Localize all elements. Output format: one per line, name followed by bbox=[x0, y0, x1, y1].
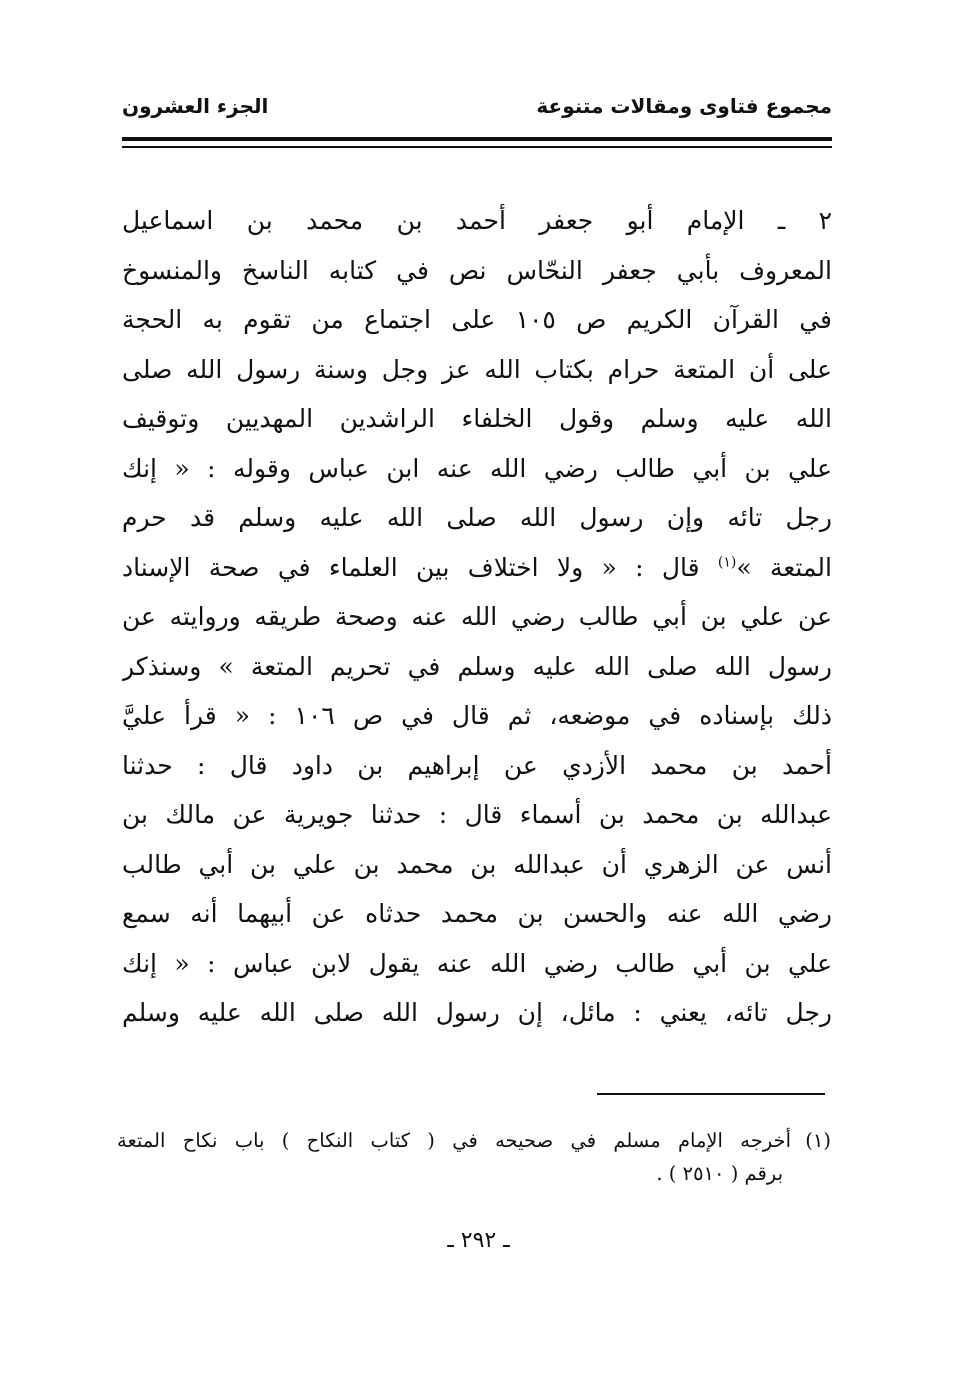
body-line: ٢ ـ الإمام أبو جعفر أحمد بن محمد بن اسماعيل bbox=[122, 206, 832, 235]
footnote-text: أخرجه الإمام مسلم في صحيحه في ( كتاب النكاح ) باب نكاح المتعة bbox=[117, 1129, 791, 1152]
body-line: علي بن أبي طالب رضي الله عنه يقول لابن عباس : « إنك bbox=[122, 948, 832, 978]
body-line: رضي الله عنه والحسن بن محمد حدثاه عن أبيهما أنه سمع bbox=[122, 899, 832, 928]
book-title: مجموع فتاوى ومقالات متنوعة bbox=[536, 94, 832, 118]
footnote-line bbox=[117, 1124, 831, 1157]
footnotes bbox=[117, 1124, 831, 1190]
body-line-with-footnote bbox=[122, 543, 832, 593]
footnote-line-continued: برقم ( ٢٥١٠ ) . bbox=[656, 1162, 783, 1185]
page-number: ـ ٢٩٢ ـ bbox=[447, 1228, 510, 1253]
body-line: علي بن أبي طالب رضي الله عنه ابن عباس وقوله : « إنك bbox=[122, 453, 832, 483]
running-header bbox=[122, 94, 832, 126]
header-rule-thin bbox=[122, 146, 832, 148]
body-line: ذلك بإسناده في موضعه، ثم قال في ص ١٠٦ : « قرأ عليَّ bbox=[122, 701, 832, 730]
body-line-rest: قال : « ولا اختلاف بين العلماء في صحة الإسناد bbox=[122, 552, 718, 582]
body-line: عبدالله بن محمد بن أسماء قال : حدثنا جويرية عن مالك بن bbox=[122, 800, 832, 829]
body-line: على أن المتعة حرام بكتاب الله عز وجل وسنة رسول الله صلى bbox=[122, 354, 832, 384]
footnote-separator bbox=[597, 1093, 825, 1095]
body-line: عن علي بن أبي طالب رضي الله عنه وصحة طريقه وروايته عن bbox=[122, 602, 832, 631]
footnote-number: (١) bbox=[805, 1129, 831, 1152]
body-line: رسول الله صلى الله عليه وسلم في تحريم المتعة » وسنذكر bbox=[122, 651, 832, 681]
header-rule-thick bbox=[122, 137, 832, 141]
volume-label: الجزء العشرون bbox=[122, 94, 269, 118]
body-line: أحمد بن محمد الأزدي عن إبراهيم بن داود قال : حدثنا bbox=[122, 750, 832, 780]
body-line: المعروف بأبي جعفر النحّاس نص في كتابه الناسخ والمنسوخ bbox=[122, 255, 832, 285]
body-line: رجل تائه، يعني : مائل، إن رسول الله صلى الله عليه وسلم bbox=[122, 998, 832, 1027]
body-line: في القرآن الكريم ص ١٠٥ على اجتماع من تقوم به الحجة bbox=[122, 305, 832, 334]
body-line: رجل تائه وإن رسول الله صلى الله عليه وسلم قد حرم bbox=[122, 503, 832, 532]
body-line: الله عليه وسلم وقول الخلفاء الراشدين المهديين وتوقيف bbox=[122, 404, 832, 433]
footnote-reference[interactable]: (١) bbox=[717, 554, 737, 571]
body-line: أنس عن الزهري أن عبدالله بن محمد بن علي بن أبي طالب bbox=[122, 849, 832, 879]
body-text bbox=[122, 196, 832, 1038]
body-line-start: المتعة » bbox=[736, 552, 832, 582]
